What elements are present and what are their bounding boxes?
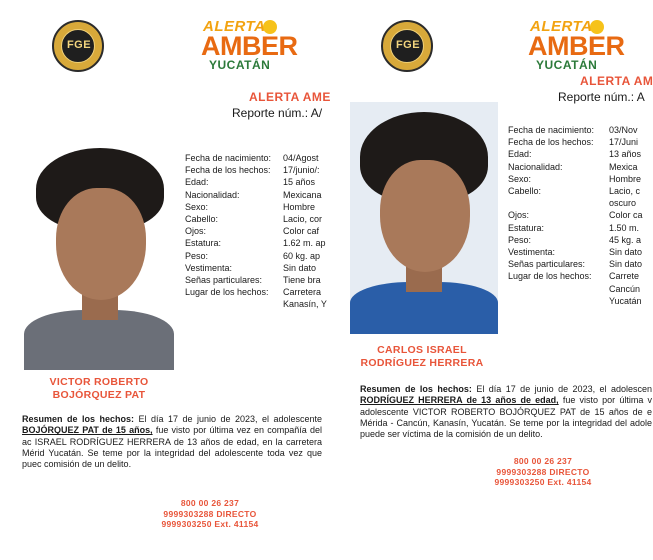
detail-label: Edad:: [185, 177, 209, 188]
detail-label: Sexo:: [185, 201, 209, 212]
detail-value: 1.50 m.: [609, 222, 640, 233]
detail-value: Tiene bra: [283, 275, 321, 285]
amber-logo-main: AMBER: [201, 31, 298, 61]
summary-part: fue visto por última vez en compañía del ac ISRAEL RODRÍGUEZ HERRERA de 13 años de edad, en la carretera Mérid Yucatán. Se teme por la integridad del adolescente toda vez que puec comisión de un delito.: [22, 425, 322, 470]
detail-label: Cabello:: [508, 186, 542, 196]
detail-value: 04/Agost: [283, 153, 319, 163]
detail-label: Fecha de nacimiento:: [185, 153, 272, 163]
summary-label: Resumen de los hechos:: [22, 414, 134, 424]
detail-value: Carrete: [609, 271, 640, 282]
person-name-line2: RODRÍGUEZ HERRERA: [360, 357, 484, 369]
detail-label: Nacionalidad:: [185, 189, 240, 200]
summary-highlight: RODRÍGUEZ HERRERA de 13 años de edad,: [360, 395, 559, 406]
contact-line: 9999303250 Ext. 41154: [161, 519, 259, 529]
summary-label: Resumen de los hechos:: [360, 384, 472, 394]
seal-text: FGE: [66, 39, 92, 51]
detail-value: 17/Juni: [609, 137, 639, 148]
detail-value: Mexicana: [283, 189, 322, 200]
fge-seal-logo: [52, 20, 104, 72]
detail-value: oscuro: [609, 198, 637, 209]
person-name-line1: CARLOS ISRAEL: [377, 344, 467, 356]
detail-value: Yucatán: [609, 295, 642, 306]
detail-label: Lugar de los hechos:: [185, 287, 269, 298]
amber-logo-main: AMBER: [528, 31, 625, 61]
alert-title: ALERTA AME: [249, 90, 331, 104]
detail-value: 1.62 m. ap: [283, 238, 326, 249]
contact-line: 9999303288 DIRECTO: [163, 508, 257, 519]
detail-value: Carretera: [283, 287, 322, 298]
detail-label: Vestimenta:: [185, 262, 233, 273]
person-name: [24, 376, 174, 402]
details-list: [508, 124, 652, 314]
detail-label: Peso:: [508, 234, 532, 245]
detail-value: 13 años: [609, 149, 642, 160]
alert-title: ALERTA AM: [580, 74, 653, 88]
missing-person-photo: [24, 140, 174, 360]
contact-line: 800 00 26 237: [513, 456, 573, 466]
detail-label: Nacionalidad:: [508, 161, 563, 172]
detail-value: Hombre: [283, 201, 316, 212]
detail-label: Cabello:: [185, 214, 219, 224]
detail-value: Sin dato: [609, 259, 643, 270]
detail-label: Fecha de nacimiento:: [508, 125, 595, 135]
summary-highlight: BOJÓRQUEZ PAT de 15 años,: [22, 425, 153, 436]
detail-label: Señas particulares:: [508, 259, 586, 270]
detail-label: Señas particulares:: [185, 275, 263, 285]
detail-label: Lugar de los hechos:: [508, 271, 592, 282]
detail-label: Fecha de los hechos:: [185, 165, 271, 176]
report-number: Reporte núm.: A/: [232, 106, 323, 120]
amber-logo-bottom: YUCATÁN: [209, 58, 271, 72]
detail-value: Mexica: [609, 161, 638, 172]
missing-person-photo: [350, 102, 498, 334]
alert-poster-right: [348, 0, 652, 560]
detail-value: 03/Nov: [609, 125, 638, 135]
amber-logo-top: ALERTA: [530, 18, 593, 35]
detail-value: Color ca: [609, 210, 643, 221]
detail-value: Sin dato: [283, 262, 317, 273]
contact-numbers: [458, 456, 628, 488]
detail-value: 15 años: [283, 177, 316, 188]
summary-text: [360, 384, 652, 440]
detail-value: Kanasín, Y: [283, 299, 327, 310]
contact-numbers: [120, 498, 300, 530]
detail-label: Sexo:: [508, 173, 532, 184]
detail-value: Hombre: [609, 173, 642, 184]
details-list: [185, 152, 327, 312]
detail-value: 45 kg. a: [609, 234, 642, 245]
detail-label: Ojos:: [508, 210, 530, 221]
summary-part: fue visto por última v adolescente VICTOR ROBERTO BOJÓRQUEZ PAT de 15 años de e Mérida - Cancún, Kanasín, Yucatán. Se teme por la integridad del adole puede ser víctima de la comisión de un delito.: [360, 395, 652, 440]
amber-alert-logo: [201, 18, 298, 74]
detail-label: Ojos:: [185, 226, 207, 237]
detail-value: Lacio, cor: [283, 214, 323, 224]
fge-seal-logo: [381, 20, 433, 72]
detail-value: Cancún: [609, 283, 641, 294]
amber-logo-bottom: YUCATÁN: [536, 58, 598, 72]
amber-logo-top: ALERTA: [203, 18, 266, 35]
summary-part: El día 17 de junio de 2023, el adolescen: [471, 384, 653, 394]
detail-label: Estatura:: [508, 222, 545, 233]
detail-label: Fecha de los hechos:: [508, 137, 594, 148]
person-name-line1: VICTOR ROBERTO: [49, 376, 149, 388]
amber-alert-logo: [528, 18, 625, 74]
detail-label: Estatura:: [185, 238, 222, 249]
person-name-line2: BOJÓRQUEZ PAT: [52, 389, 146, 401]
summary-part: El día 17 de junio de 2023, el adolescente: [133, 414, 322, 424]
detail-label: Vestimenta:: [508, 247, 556, 257]
detail-label: Edad:: [508, 149, 532, 160]
report-number: Reporte núm.: A: [558, 90, 645, 104]
contact-line: 9999303250 Ext. 41154: [494, 477, 592, 487]
summary-text: [22, 414, 322, 470]
detail-value: 60 kg. ap: [283, 250, 321, 261]
detail-value: Lacio, c: [609, 186, 641, 196]
detail-value: 17/junio/:: [283, 165, 320, 176]
contact-line: 800 00 26 237: [180, 498, 240, 508]
detail-value: Sin dato: [609, 247, 643, 257]
detail-label: Peso:: [185, 250, 209, 261]
detail-value: Color caf: [283, 226, 320, 237]
seal-text: FGE: [395, 39, 421, 51]
person-name: [348, 344, 496, 370]
contact-line: 9999303288 DIRECTO: [496, 466, 590, 477]
